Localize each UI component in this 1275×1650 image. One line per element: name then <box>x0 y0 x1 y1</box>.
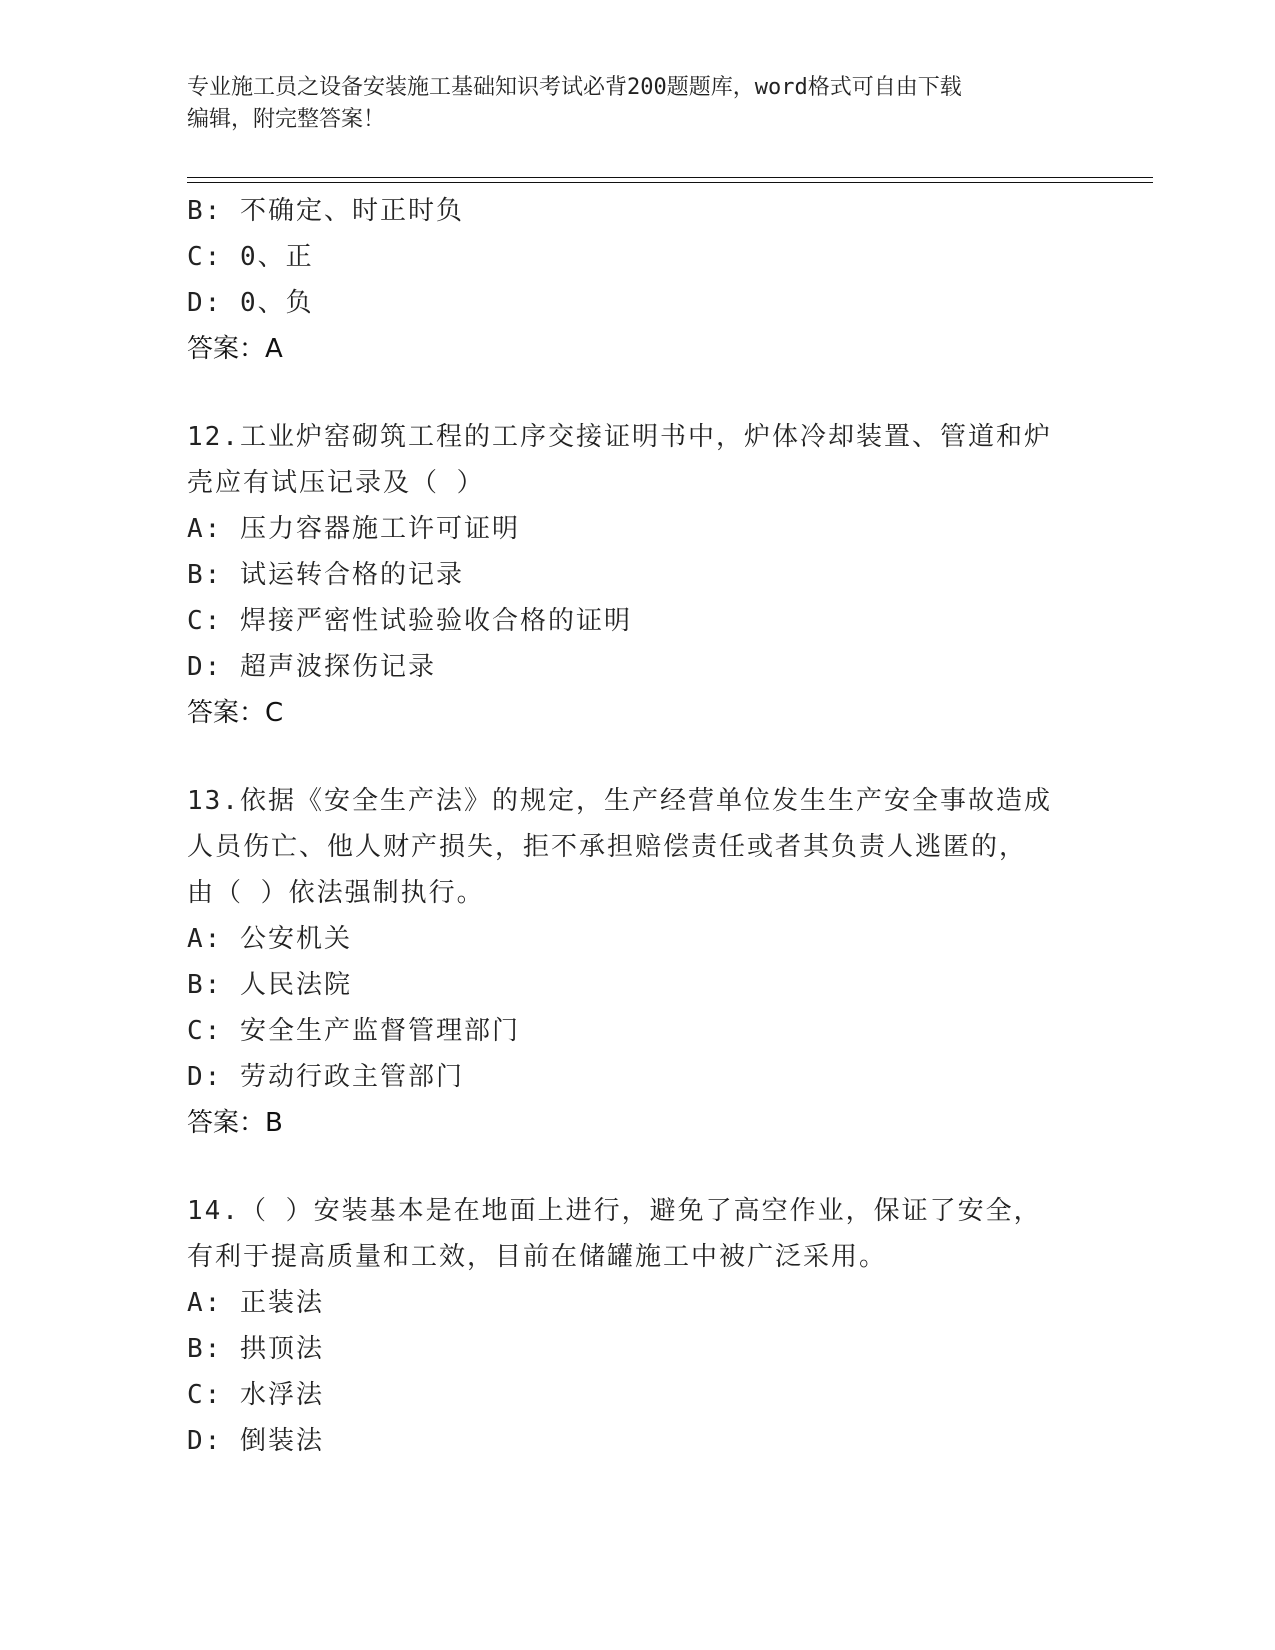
spacer <box>187 372 1087 414</box>
question-text-line: 壳应有试压记录及（ ） <box>187 468 485 498</box>
answer-line: 答案：C <box>187 698 284 728</box>
option-a: A: 公安机关 <box>187 924 352 954</box>
option-b: B: 拱顶法 <box>187 1334 324 1364</box>
answer-line: 答案：B <box>187 1108 283 1138</box>
question-text-line: 14.（ ）安装基本是在地面上进行，避免了高空作业，保证了安全， <box>187 1196 1042 1226</box>
question-12 <box>187 414 1087 736</box>
question-11-continued <box>187 188 1087 372</box>
question-text-line: 有利于提高质量和工效，目前在储罐施工中被广泛采用。 <box>187 1242 888 1272</box>
question-text-line: 13.依据《安全生产法》的规定，生产经营单位发生生产安全事故造成 <box>187 786 1052 816</box>
question-text-line: 12.工业炉窑砌筑工程的工序交接证明书中，炉体冷却装置、管道和炉 <box>187 422 1052 452</box>
option-c: C: 0、正 <box>187 242 314 272</box>
option-c: C: 焊接严密性试验验收合格的证明 <box>187 606 632 636</box>
option-c: C: 水浮法 <box>187 1380 324 1410</box>
option-d: D: 0、负 <box>187 288 314 318</box>
option-d: D: 倒装法 <box>187 1426 324 1456</box>
header-line-1: 专业施工员之设备安装施工基础知识考试必背200题题库，word格式可自由下载 <box>187 75 962 100</box>
header-rule-top <box>187 177 1153 178</box>
spacer <box>187 1146 1087 1188</box>
question-13 <box>187 778 1087 1146</box>
option-a: A: 正装法 <box>187 1288 324 1318</box>
document-header <box>187 72 1087 136</box>
question-text-line: 由（ ）依法强制执行。 <box>187 878 485 908</box>
option-a: A: 压力容器施工许可证明 <box>187 514 520 544</box>
header-line-2: 编辑，附完整答案！ <box>187 107 386 132</box>
option-b: B: 试运转合格的记录 <box>187 560 464 590</box>
option-c: C: 安全生产监督管理部门 <box>187 1016 520 1046</box>
option-b: B: 不确定、时正时负 <box>187 196 464 226</box>
question-14 <box>187 1188 1087 1464</box>
option-d: D: 超声波探伤记录 <box>187 652 436 682</box>
question-text-line: 人员伤亡、他人财产损失，拒不承担赔偿责任或者其负责人逃匿的， <box>187 832 1028 862</box>
question-list <box>187 188 1087 1464</box>
header-rule-bottom <box>187 182 1153 183</box>
option-b: B: 人民法院 <box>187 970 352 1000</box>
spacer <box>187 736 1087 778</box>
answer-line: 答案：A <box>187 334 283 364</box>
option-d: D: 劳动行政主管部门 <box>187 1062 464 1092</box>
